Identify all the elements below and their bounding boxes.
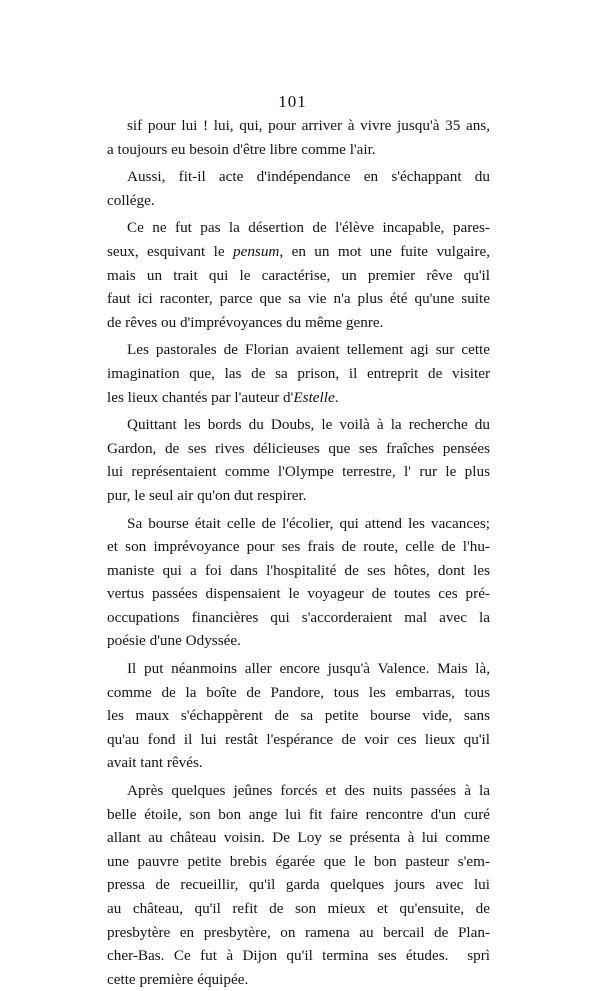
text-line: collége. bbox=[107, 191, 155, 209]
text-line: de rêves ou d'imprévoyances du même genre. bbox=[107, 313, 384, 331]
text-line: qu'au fond il lui restât l'espérance de voir ces lieux qu'il bbox=[107, 730, 490, 748]
body-text bbox=[107, 114, 490, 991]
paragraph bbox=[107, 657, 490, 775]
text-line: a toujours eu besoin d'être libre comme l'air. bbox=[107, 140, 376, 158]
text-line: Gardon, de ses rives délicieuses que ses fraîches pensées bbox=[107, 439, 490, 457]
paragraph bbox=[107, 512, 490, 654]
paragraph bbox=[107, 779, 490, 991]
paragraph bbox=[107, 338, 490, 409]
italic-text: Estelle bbox=[293, 388, 335, 406]
text-line: mais un trait qui le caractérise, un premier rêve qu'il bbox=[107, 266, 490, 284]
text-line: lui représentaient comme l'Olympe terrestre, l' rur le plus bbox=[107, 463, 490, 481]
text-line: occupations financières qui s'accorderaient mal avec la bbox=[107, 608, 490, 626]
text-line: Les pastorales de Florian avaient tellement agi sur cette bbox=[127, 341, 490, 359]
paragraph bbox=[107, 216, 490, 334]
text-line: seux, esquivant le pensum, en un mot une fuite vulgaire, bbox=[107, 242, 490, 260]
text-line: Il put néanmoins aller encore jusqu'à Valence. Mais là, bbox=[127, 660, 490, 678]
text-line: au château, qu'il refit de son mieux et qu'ensuite, de bbox=[107, 900, 490, 917]
text-line: faut ici raconter, parce que sa vie n'a plus été qu'une suite bbox=[107, 290, 490, 308]
text-line: et son imprévoyance pour ses frais de route, celle de l'hu- bbox=[107, 538, 490, 556]
text-line: vertus passées dispensaient le voyageur de toutes ces pré- bbox=[107, 585, 490, 603]
text-line: belle étoile, son bon ange lui fit faire rencontre d'un curé bbox=[107, 805, 490, 823]
text-line: allant au château voisin. De Loy se présenta à lui comme bbox=[107, 829, 490, 847]
italic-text: pensum bbox=[232, 242, 280, 260]
text-line: Aussi, fit-il acte d'indépendance en s'échappant du bbox=[127, 168, 490, 186]
text-line: Après quelques jeûnes forcés et des nuits passées à la bbox=[127, 782, 490, 800]
text-line: les maux s'échappèrent de sa petite bourse vide, sans bbox=[107, 707, 490, 725]
text-line: comme de la boîte de Pandore, tous les embarras, tous bbox=[107, 683, 490, 701]
page-number: 101 bbox=[278, 92, 307, 111]
text-line: les lieux chantés par l'auteur d'Estelle. bbox=[107, 388, 339, 406]
text-line: imagination que, las de sa prison, il entreprit de visiter bbox=[107, 364, 490, 382]
paragraph bbox=[107, 114, 490, 161]
text-line: une pauvre petite brebis égarée que le bon pasteur s'em- bbox=[107, 852, 490, 870]
text-line: cette première équipée. bbox=[107, 970, 249, 988]
text-line: maniste qui a foi dans l'hospitalité de ses hôtes, dont les bbox=[107, 561, 490, 579]
text-line: pur, le seul air qu'on dut respirer. bbox=[107, 486, 307, 504]
text-line: cher-Bas. Ce fut à Dijon qu'il termina ses études. sprì bbox=[107, 947, 490, 965]
text-line: Sa bourse était celle de l'écolier, qui attend les vacances; bbox=[127, 514, 490, 532]
paragraph bbox=[107, 413, 490, 507]
text-line: avait tant rêvés. bbox=[107, 754, 203, 772]
text-line: pressa de recueillir, qu'il garda quelques jours avec lui bbox=[107, 876, 490, 894]
text-line: sif pour lui ! lui, qui, pour arriver à vivre jusqu'à 35 ans, bbox=[127, 117, 490, 134]
text-line: presbytère en presbytère, on ramena au bercail de Plan- bbox=[107, 923, 490, 941]
paragraph bbox=[107, 165, 490, 212]
text-line: poésie d'une Odyssée. bbox=[107, 632, 241, 650]
text-line: Ce ne fut pas la désertion de l'élève incapable, pares- bbox=[127, 219, 490, 237]
text-line: Quittant les bords du Doubs, le voilà à la recherche du bbox=[127, 416, 490, 434]
